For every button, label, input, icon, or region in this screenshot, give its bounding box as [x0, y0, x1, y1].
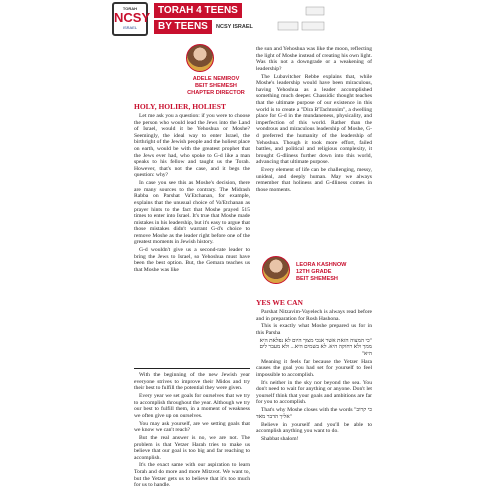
- article1-paragraph: The Lubavitcher Rebbe explains that, while Moshe's leadership would have been miraculous, having Yehoshua as a leader accomplished something much deeper. Chassidic thought teaches that the ultimate purpose of our existence in this world is to create a "Dira B'Tachtonim", a dwelling place for G-d in the mundaneness, physicality, and imperfection of this world. Rather than the wondrous and miraculous leadership of Moshe, G-d preferred the humanity of the leadership of Yehoshua. Though it took more effort, failed battles, and political and religious complexity, it brought G-dliness further down into this world, advancing that ultimate purpose.: [256, 73, 372, 166]
- article1-paragraph: Every element of life can be challenging, messy, unideal, and deeply human. May we always remember that holiness and G-dliness comes in those moments.: [256, 167, 372, 193]
- logo-main-text: NCSY: [114, 10, 151, 25]
- article2-paragraph: It's neither in the sky nor beyond the sea. You don't need to wait for anything or anyone. Don't let yourself think that your goals and ambitions are far for you to accomplish.: [256, 379, 372, 406]
- author1-credit: [178, 76, 254, 97]
- logo-flag-text: ISRAEL: [122, 25, 138, 30]
- author-avatar-adele: [186, 44, 214, 72]
- article1-paragraph: the sun and Yehoshua was like the moon, reflecting the light of Moshe instead of creating his own light. Was this not a downgrade or a weakening of leadership?: [256, 46, 372, 72]
- article3-paragraph: With the beginning of the new Jewish year everyone strives to improve their Midos and try their best to fulfill the potential they were given.: [134, 372, 250, 392]
- author1-role: CHAPTER DIRECTOR: [187, 90, 245, 96]
- site-label: NCSY ISRAEL: [216, 24, 253, 30]
- author-avatar-leora: [262, 256, 290, 284]
- article2-signoff: Shabbat shalom!: [261, 436, 299, 442]
- sponsor-logo-icons: [248, 4, 328, 34]
- article1-right-column: [256, 46, 372, 195]
- author1-location: BEIT SHEMESH: [195, 83, 237, 89]
- sponsor-logos: [248, 4, 328, 34]
- article2-paragraph: Meaning it feels far because the Yetzer Hara causes the goal you had set for yourself to feel impossible to accomplish.: [256, 358, 372, 378]
- article2-column: [256, 296, 372, 444]
- ncsy-logo: [112, 2, 151, 36]
- column-divider: [134, 368, 250, 369]
- article2-title: YES WE CAN: [256, 298, 303, 307]
- author2-name: LEORA KASHNOW: [296, 262, 347, 268]
- article3-paragraph: But the real answer is no, we are not. The problem is that Yetzer Harah tries to make us believe that our goal is too big and far reaching to accomplish.: [134, 434, 250, 461]
- article2-hebrew-quote: "כי המצוה הזאת אשר אנכי מצוך היום לא נפלאת היא ממך ולא רחוקה היא. לא בשמים היא... ולא מעבר לים היא": [259, 337, 372, 357]
- article1-title: HOLY, HOLIER, HOLIEST: [134, 102, 226, 111]
- article2-paragraph: Parshat Nitzavim-Vayelech is always read before and in preparation for Rosh Hashona.: [256, 309, 372, 322]
- title-banner-line1: TORAH 4 TEENS: [154, 3, 242, 18]
- logo-small-text: TORAH: [122, 6, 138, 11]
- article3-paragraph: It's the exact same with our aspiration to learn Torah and do more and more Mitzvot. We want to, but the Yetzer gets us to believe that it's too much for us to handle.: [134, 462, 250, 489]
- article1-left-column: [134, 100, 250, 275]
- article1-paragraph: G-d wouldn't give us a second-rate leader to bring the Jews to Israel, so Yehoshua must have been the best option. But, the Gemara teaches us that Moshe was like: [134, 247, 250, 274]
- article1-paragraph: Let me ask you a question: if you were to choose the person who would lead the Jews into the Land of Israel, would it be Yehoshua or Moshe? Seemingly, the ideal way to enter Israel, the birthright of the Jewish people and the holiest place on earth, would be with the greatest prophet that the Jews ever had, who spoke to G-d like a man speaks to his fellow and taught us the Torah. However, that's not the case, and it begs the question: why?: [134, 113, 250, 179]
- article2-paragraph: That's why Moshe closes with the words "כי קרוב אליך הדבר מאד": [256, 407, 373, 420]
- article3-column: [134, 372, 250, 490]
- article2-paragraph: Believe in yourself and you'll be able to accomplish anything you want to do.: [256, 421, 372, 435]
- title-banner-line2: BY TEENS: [154, 20, 212, 34]
- author1-name: ADELE NEMIROV: [192, 76, 240, 82]
- author2-location: BEIT SHEMESH: [296, 276, 338, 282]
- author2-grade: 12TH GRADE: [296, 269, 332, 275]
- article3-paragraph: Every year we set goals for ourselves that we try to accomplish throughout the year. Although we try our best to fulfill them, in a moment of weakness we often give up on ourselves.: [134, 392, 250, 419]
- article3-paragraph: You may ask yourself, are we setting goals that we know we can't reach?: [134, 420, 250, 434]
- author2-credit: [296, 262, 346, 283]
- article1-paragraph: In case you see this as Moshe's decision, there are many sources to the contrary. The Midrash Rabba on Parshat Va'Etchanan, for example, explains that the unusual choice of Va'Etchanan as prayer hints to the fact that Moshe prayed 515 times to enter into Israel. It's true that Moshe made mistakes in his leadership, but it's easy to argue that those mistakes didn't warrant G-d's choice to remove Moshe as the leader right before one of the greatest moments in Jewish history.: [134, 180, 250, 246]
- article2-paragraph: This is exactly what Moshe prepared us for in this Parsha: [256, 323, 372, 336]
